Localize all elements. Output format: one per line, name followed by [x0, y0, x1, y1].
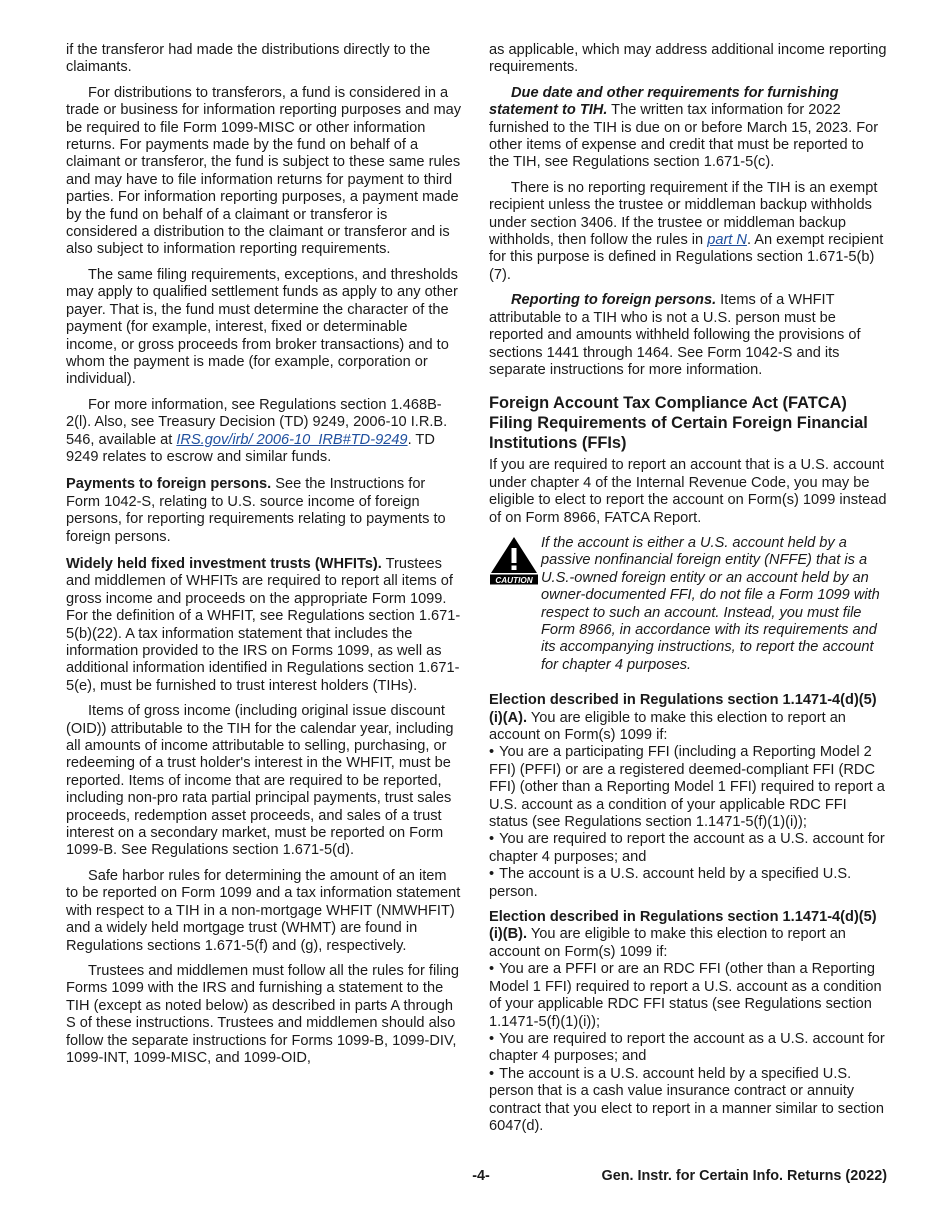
caution-label: CAUTION — [495, 575, 533, 585]
paragraph: if the transferor had made the distributions directly to the claimants. — [66, 42, 431, 76]
caution-icon — [489, 535, 539, 585]
paragraph — [489, 692, 887, 744]
footer-title: Gen. Instr. for Certain Info. Returns (2022) — [601, 1168, 887, 1184]
right-column — [489, 42, 887, 1135]
run-in-heading: Due date and other requirements for furnishing statement to TIH. — [489, 84, 839, 119]
section-heading: Foreign Account Tax Compliance Act (FATCA) Filing Requirements of Certain Foreign Financial Institutions (FFIs) — [489, 394, 868, 453]
paragraph: as applicable, which may address additional income reporting requirements. — [489, 42, 887, 76]
list-item: • The account is a U.S. account held by a specified U.S. person. — [489, 866, 887, 901]
text: The written tax information for 2022 furnished to the TIH is due on or before March 15, 2023. For other items of expense and credit that must be reported to the TIH, see Regulations section 1.671-5(c). — [489, 102, 879, 171]
text: . TD 9249 relates to escrow and similar funds. — [66, 431, 435, 465]
run-in-heading: Election described in Regulations section 1.1471-4(d)(5)(i)(B). — [489, 909, 877, 943]
caution-text: If the account is either a U.S. account held by a passive nonfinancial foreign entity (NFFE) that is a U.S.-owned foreign entity or an account held by an owner-documented FFI, do not file a Form 1099 with respect to such an account. Instead, you must file Form 8966, in accordance with its requirements and its accompanying instructions, to report the account for chapter 4 purposes. — [541, 534, 880, 673]
text: See the Instructions for Form 1042-S, relating to U.S. source income of foreign persons, for reporting requirements relating to payments to foreign persons. — [66, 476, 446, 545]
part-n-link[interactable]: part N — [707, 232, 747, 249]
paragraph: The same filing requirements, exceptions, and thresholds may apply to qualified settlement funds as apply to any other payer. That is, the fund must determine the character of the payment (for example, interest, fixed or determinable income, or gross proceeds from broker transactions) and to whom the payment is made (for example, corporation or individual). — [66, 266, 458, 388]
list-item: • You are required to report the account as a U.S. account for chapter 4 purposes; and — [489, 831, 887, 866]
text: Trustees and middlemen of WHFITs are required to report all items of gross income and proceeds on the appropriate Form 1099. For the definition of a WHFIT, see Regulations section 1.671-5(b)(22). A tax information statement that includes the information provided to the IRS on Forms 1099, as well as additional information identified in Regulations section 1.671-5(e), must be furnished to trust interest holders (TIHs). — [66, 555, 461, 694]
run-in-heading: Election described in Regulations section 1.1471-4(d)(5)(i)(A). — [489, 692, 877, 726]
paragraph — [489, 292, 887, 379]
run-in-heading: Payments to foreign persons. — [66, 476, 272, 493]
left-column — [66, 42, 462, 1075]
irb-link[interactable]: IRS.gov/irb/ 2006-10_IRB#TD-9249 — [176, 431, 408, 448]
caution-note — [489, 535, 887, 674]
paragraph — [66, 556, 462, 695]
paragraph: Items of gross income (including original issue discount (OID)) attributable to the TIH for the calendar year, including all amounts of income attributable to selling, purchasing, or redeeming of a trust holder's interest in the WHFIT, must be reported. Items of income that are required to be reported, including non-pro rata partial principal payments, trust sales proceeds, redemption asset proceeds, and sales of a trust interest on a secondary market, must be reported on Form 1099-B. See Regulations section 1.671-5(d). — [66, 703, 454, 859]
text: You are eligible to make this election to report an account on Form(s) 1099 if: — [489, 926, 846, 960]
text: Items of a WHFIT attributable to a TIH who is not a U.S. person must be reported and amounts withheld following the provisions of sections 1441 through 1464. See Form 1042-S and its separate instructions for more information. — [489, 292, 861, 378]
paragraph — [66, 397, 462, 467]
text: For more information, see Regulations section 1.468B-2(l). Also, see Treasury Decision (TD) 9249, 2006-10 I.R.B. 546, available at — [66, 396, 448, 448]
run-in-heading: Widely held fixed investment trusts (WHFITs). — [66, 555, 382, 572]
paragraph — [66, 476, 462, 546]
list-item: • The account is a U.S. account held by a specified U.S. person that is a cash value insurance contract or annuity contract that you elect to report in a manner similar to section 6047(d). — [489, 1066, 887, 1136]
text: There is no reporting requirement if the TIH is an exempt recipient unless the trustee or middleman backup withholds under section 3406. If the trustee or middleman backup withholds, then follow the rules in — [489, 179, 878, 249]
page-number: -4- — [472, 1168, 490, 1184]
run-in-heading: Reporting to foreign persons. — [511, 292, 717, 309]
list-item: • You are required to report the account as a U.S. account for chapter 4 purposes; and — [489, 1031, 887, 1066]
paragraph: Trustees and middlemen must follow all the rules for filing Forms 1099 with the IRS and furnishing a statement to the TIH (except as noted below) as described in parts A through S of these instructions. Trustees and middlemen should also follow the separate instructions for Forms 1099-B, 1099-DIV, 1099-INT, 1099-MISC, and 1099-OID, — [66, 962, 459, 1066]
page-footer — [66, 1168, 887, 1188]
list-item: • You are a participating FFI (including a Reporting Model 2 FFI) (PFFI) or are a registered deemed-compliant FFI (RDC FFI) (other than a Reporting Model 1 FFI) required to report a U.S. account as a condition of your applicable RDC FFI status (see Regulations section 1.1471-5(f)(1)(i)); — [489, 744, 887, 831]
text: . An exempt recipient for this purpose is defined in Regulations section 1.671-5(b)(7). — [489, 232, 884, 283]
paragraph — [489, 85, 887, 172]
paragraph: Safe harbor rules for determining the amount of an item to be reported on Form 1099 and a tax information statement with respect to a TIH in a non-mortgage WHFIT (NMWHFIT) and a widely held mortgage trust (WHMT) are found in Regulations sections 1.671-5(f) and (g), respectively. — [66, 867, 461, 954]
paragraph: If you are required to report an account that is a U.S. account under chapter 4 of the Internal Revenue Code, you may be eligible to elect to report the account on Form(s) 1099 instead of on Form 8966, FATCA Report. — [489, 457, 887, 526]
paragraph — [489, 909, 887, 961]
list-item: • You are a PFFI or are an RDC FFI (other than a Reporting Model 1 FFI) required to report a U.S. account as a condition of your applicable RDC FFI status (see Regulations section 1.1471-5(f)(1)(i)); — [489, 961, 887, 1031]
paragraph: For distributions to transferors, a fund is considered in a trade or business for information reporting purposes and may be required to file Form 1099-MISC or other information returns. For payments made by the fund on behalf of a claimant or transferor, the fund is subject to these same rules and may have to file information returns for payment to third parties. For information reporting purposes, a payment made by the fund on behalf of a claimant or transferor is considered a distribution to the claimant or transferor and is also subject to information reporting requirements. — [66, 84, 462, 258]
text: You are eligible to make this election to report an account on Form(s) 1099 if: — [489, 709, 846, 743]
paragraph — [489, 180, 887, 284]
